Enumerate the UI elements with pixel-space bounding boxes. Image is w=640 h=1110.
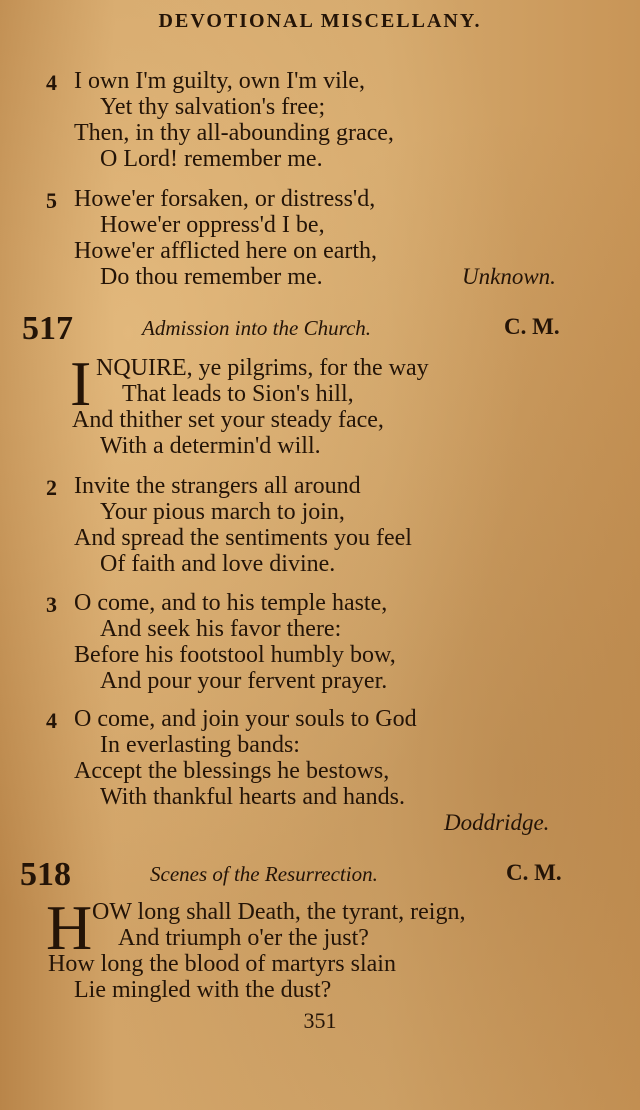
verse-line: And thither set your steady face, — [72, 407, 384, 433]
verse-line: Of faith and love divine. — [100, 551, 336, 577]
verse-line: I own I'm guilty, own I'm vile, — [74, 68, 366, 94]
verse-line: And triumph o'er the just? — [118, 925, 369, 951]
stanza-number: 4 — [46, 708, 57, 733]
verse-line: Your pious march to join, — [100, 499, 345, 525]
hymn-number: 518 — [20, 856, 71, 893]
verse-line: Accept the blessings he bestows, — [74, 758, 390, 784]
drop-cap: H — [46, 892, 93, 963]
verse-line: O come, and to his temple haste, — [74, 590, 388, 616]
hymn-title: Admission into the Church. — [142, 316, 372, 340]
running-head: DEVOTIONAL MISCELLANY. — [158, 10, 482, 32]
verse-line: Howe'er oppress'd I be, — [100, 212, 325, 238]
verse-line: Invite the strangers all around — [74, 473, 361, 499]
hymn-title: Scenes of the Resurrection. — [150, 862, 378, 886]
verse-line: Howe'er forsaken, or distress'd, — [74, 186, 376, 212]
verse-line: Howe'er afflicted here on earth, — [74, 238, 378, 264]
attribution: Unknown. — [462, 264, 556, 289]
verse-line: That leads to Sion's hill, — [122, 381, 354, 407]
verse-line: And seek his favor there: — [100, 616, 342, 642]
attribution: Doddridge. — [444, 810, 550, 835]
stanza-number: 2 — [46, 475, 57, 500]
verse-line: And pour your fervent prayer. — [100, 668, 388, 694]
verse-line: NQUIRE, ye pilgrims, for the way — [96, 355, 429, 381]
verse-line: O come, and join your souls to God — [74, 706, 417, 732]
page-number: 351 — [303, 1008, 337, 1033]
verse-line: Then, in thy all-abounding grace, — [74, 120, 394, 146]
verse-line: Lie mingled with the dust? — [74, 977, 332, 1003]
verse-line: With thankful hearts and hands. — [100, 784, 405, 810]
hymn-number: 517 — [22, 310, 73, 347]
hymn-meter: C. M. — [504, 314, 560, 339]
drop-cap: I — [70, 348, 92, 419]
stanza-number: 3 — [46, 592, 57, 617]
verse-line: O Lord! remember me. — [100, 146, 323, 172]
verse-line: Before his footstool humbly bow, — [74, 642, 396, 668]
verse-line: With a determin'd will. — [100, 433, 321, 459]
stanza-number: 4 — [46, 70, 57, 95]
verse-line: And spread the sentiments you feel — [74, 525, 412, 551]
stanza-number: 5 — [46, 188, 57, 213]
verse-line: In everlasting bands: — [100, 732, 300, 758]
verse-line: OW long shall Death, the tyrant, reign, — [92, 899, 466, 925]
hymn-meter: C. M. — [506, 860, 562, 885]
verse-line: Yet thy salvation's free; — [100, 94, 326, 120]
verse-line: Do thou remember me. — [100, 264, 323, 290]
verse-line: How long the blood of martyrs slain — [48, 951, 396, 977]
